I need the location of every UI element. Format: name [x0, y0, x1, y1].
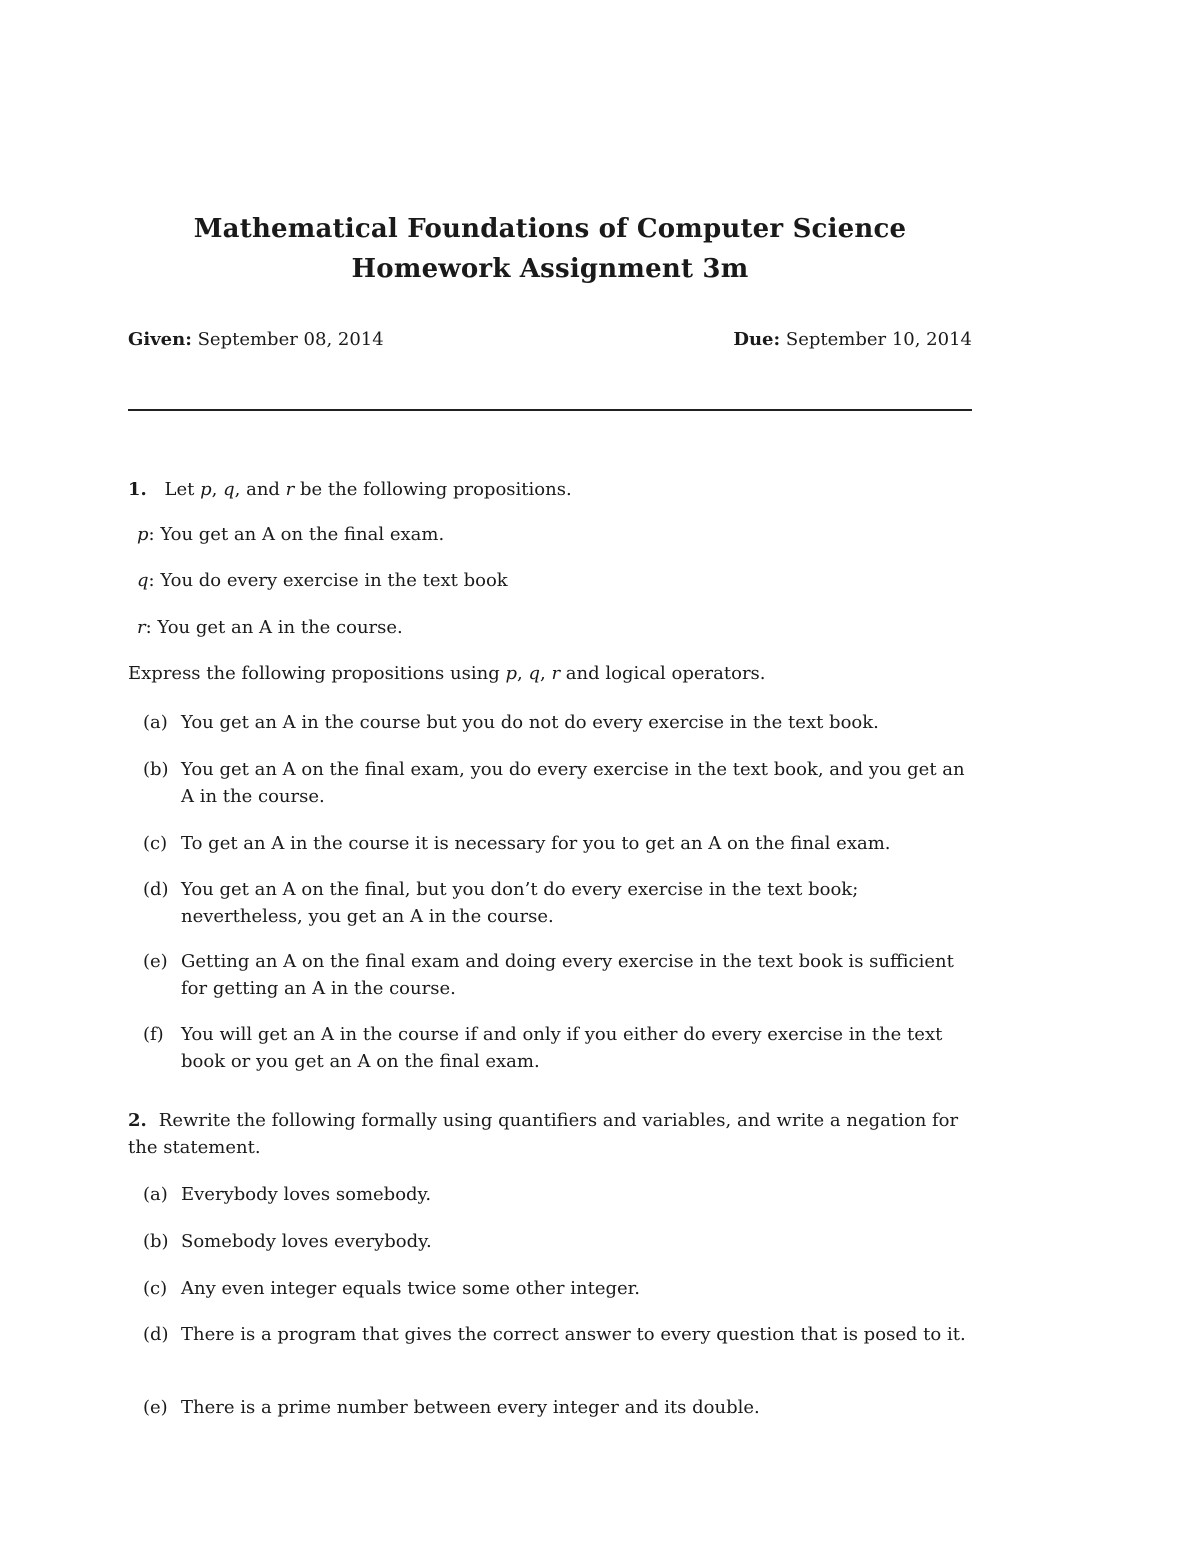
item-tag: (e)	[143, 951, 168, 972]
due-date-line	[733, 329, 972, 350]
var-q: q	[223, 479, 235, 500]
proposition-r	[137, 617, 403, 638]
item-text: There is a program that gives the correct answer to every question that is posed to it.	[181, 1324, 966, 1345]
intro-text: , and	[234, 479, 280, 500]
item-text: You get an A on the final exam, you do every exercise in the text book, and you get an A in the course.	[181, 759, 965, 807]
header-divider	[128, 409, 972, 411]
proposition-q	[137, 570, 508, 591]
question-1-intro	[128, 479, 572, 500]
intro-text: be the following propositions.	[300, 479, 572, 500]
item-tag: (c)	[143, 1278, 168, 1299]
prop-var: r	[137, 617, 146, 638]
prop-text: : You get an A in the course.	[145, 617, 403, 638]
item-text: To get an A in the course it is necessary for you to get an A on the final exam.	[181, 833, 891, 854]
due-date: September 10, 2014	[785, 329, 972, 350]
question-number: 1.	[128, 479, 147, 500]
proposition-p	[137, 524, 444, 545]
item-tag: (f)	[143, 1024, 164, 1045]
intro-text: Let	[164, 479, 195, 500]
item-text: You will get an A in the course if and only if you either do every exercise in the text book or you get an A on the final exam.	[181, 1024, 943, 1072]
item-tag: (d)	[143, 1324, 169, 1345]
comma: ,	[211, 479, 218, 500]
var-p: p	[505, 663, 517, 684]
instruction-text: Express the following propositions using	[128, 663, 500, 684]
item-tag: (b)	[143, 759, 169, 780]
comma: ,	[516, 663, 523, 684]
item-text: Somebody loves everybody.	[181, 1231, 432, 1252]
comma: ,	[539, 663, 546, 684]
item-text: You get an A on the final, but you don’t do every exercise in the text book; nevertheless, you get an A in the course.	[181, 879, 859, 927]
document-title: Mathematical Foundations of Computer Science	[193, 214, 907, 244]
question-number: 2.	[128, 1110, 147, 1131]
var-q: q	[528, 663, 540, 684]
item-text: Everybody loves somebody.	[181, 1184, 432, 1205]
item-tag: (c)	[143, 833, 168, 854]
item-tag: (d)	[143, 879, 169, 900]
given-label: Given:	[128, 329, 192, 350]
var-p: p	[200, 479, 212, 500]
item-text: Getting an A on the final exam and doing every exercise in the text book is sufficient for getting an A in the course.	[181, 951, 954, 999]
given-date: September 08, 2014	[197, 329, 384, 350]
item-text: There is a prime number between every integer and its double.	[181, 1397, 760, 1418]
item-tag: (b)	[143, 1231, 169, 1252]
question-1-instruction	[128, 663, 766, 684]
item-tag: (e)	[143, 1397, 168, 1418]
intro-text: Rewrite the following formally using quantifiers and variables, and write a negation for the statement.	[128, 1110, 959, 1158]
prop-text: : You get an A on the final exam.	[148, 524, 445, 545]
var-r: r	[285, 479, 295, 500]
prop-text: : You do every exercise in the text book	[148, 570, 508, 591]
due-label: Due:	[733, 329, 781, 350]
instruction-text: and logical operators.	[565, 663, 766, 684]
given-date-line	[128, 329, 384, 350]
prop-var: p	[137, 524, 149, 545]
item-text: Any even integer equals twice some other integer.	[181, 1278, 640, 1299]
question-2-intro	[128, 1107, 972, 1161]
prop-var: q	[137, 570, 149, 591]
item-tag: (a)	[143, 712, 168, 733]
document-subtitle: Homework Assignment 3m	[351, 254, 749, 284]
item-text: You get an A in the course but you do not do every exercise in the text book.	[181, 712, 879, 733]
item-tag: (a)	[143, 1184, 168, 1205]
var-r: r	[551, 663, 561, 684]
